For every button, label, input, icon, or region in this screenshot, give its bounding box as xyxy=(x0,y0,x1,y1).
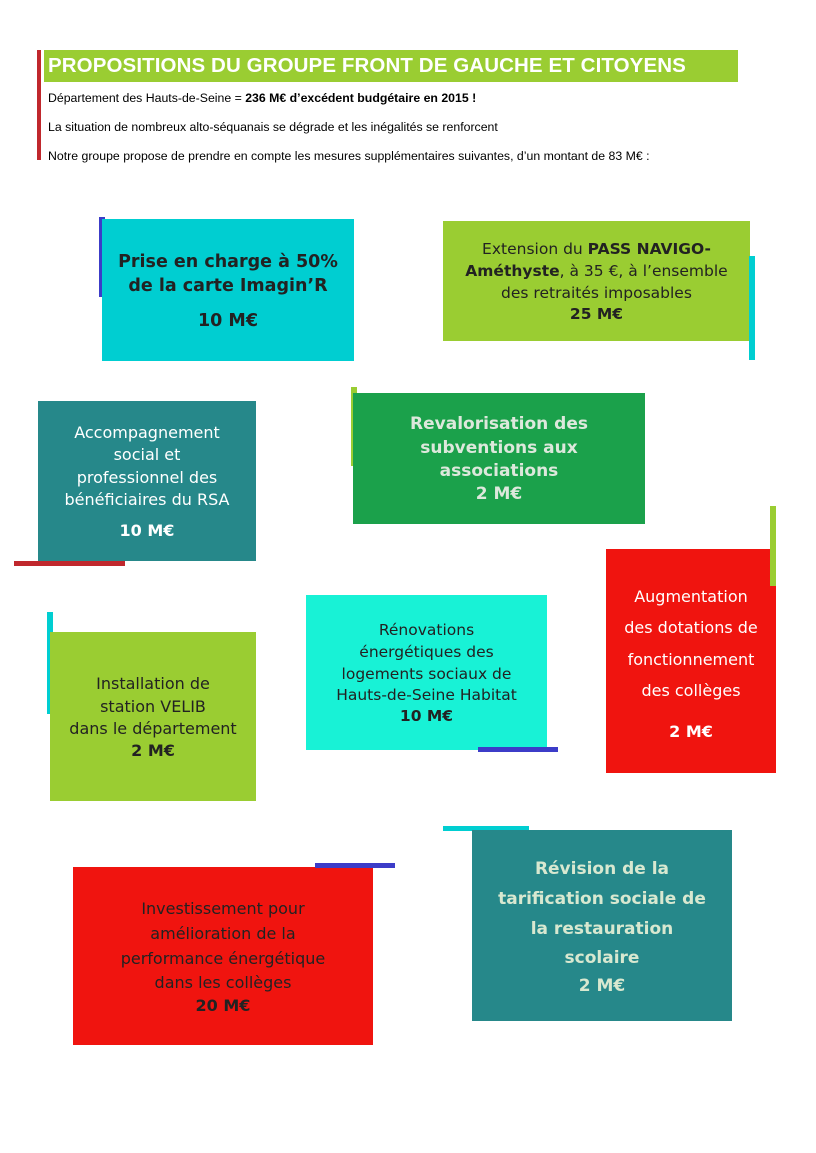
proposal-line: tarification sociale de xyxy=(498,888,706,909)
proposal-line: scolaire xyxy=(564,948,640,969)
proposal-amount: 10 M€ xyxy=(197,310,259,331)
accent-bar xyxy=(14,561,125,566)
proposal-amount: 25 M€ xyxy=(569,304,624,323)
intro-line-1-bold: 236 M€ d’excédent budgétaire en 2015 ! xyxy=(245,91,477,105)
proposal-line-part: Extension du xyxy=(482,240,588,259)
proposal-text xyxy=(465,239,727,304)
header-accent-bar xyxy=(37,50,41,160)
proposal-text xyxy=(121,897,326,996)
proposal-text xyxy=(65,422,230,512)
proposal-line: fonctionnement xyxy=(627,649,755,669)
proposal-line: des retraités imposables xyxy=(501,283,692,302)
proposal-card-rsa xyxy=(38,401,256,561)
proposal-line: Hauts-de-Seine Habitat xyxy=(336,686,517,705)
proposal-line: dans les collèges xyxy=(154,973,292,993)
proposal-amount: 2 M€ xyxy=(475,484,523,505)
proposal-line: de la carte Imagin’R xyxy=(128,276,328,296)
proposal-card-investissement xyxy=(73,867,373,1045)
intro-line-3: Notre groupe propose de prendre en compte les mesures supplémentaires suivantes, d’un montant de 83 M€ : xyxy=(48,149,650,163)
accent-bar xyxy=(315,863,395,868)
accent-bar xyxy=(478,747,558,752)
proposal-line: station VELIB xyxy=(100,696,206,716)
proposal-line: Revalorisation des xyxy=(410,413,588,434)
proposal-line: subventions aux xyxy=(420,437,578,458)
proposal-card-restauration xyxy=(472,830,732,1021)
proposal-line: associations xyxy=(439,461,559,482)
proposal-line: bénéficiaires du RSA xyxy=(64,489,230,509)
proposal-line-bold: Améthyste xyxy=(465,262,560,281)
proposal-text xyxy=(69,673,236,740)
proposal-text xyxy=(624,581,758,706)
proposal-amount: 10 M€ xyxy=(399,706,454,725)
proposal-line: énergétiques des xyxy=(359,642,494,661)
proposal-line: des dotations de xyxy=(624,618,758,638)
proposal-card-imaginr xyxy=(102,219,354,361)
proposal-text xyxy=(410,413,588,484)
proposal-line: dans le département xyxy=(69,719,237,739)
proposal-line: Augmentation xyxy=(634,587,748,607)
accent-bar xyxy=(749,256,755,360)
proposal-text xyxy=(336,620,517,707)
proposal-line: des collèges xyxy=(641,680,741,700)
intro-line-1 xyxy=(48,91,476,105)
proposal-line xyxy=(465,239,727,261)
proposal-line: Révision de la xyxy=(534,859,670,879)
proposal-card-associations xyxy=(353,393,645,524)
intro-line-2: La situation de nombreux alto-séquanais se dégrade et les inégalités se renforcent xyxy=(48,120,498,134)
proposal-line: la restauration xyxy=(530,918,674,939)
proposal-text xyxy=(498,855,706,974)
proposal-amount: 20 M€ xyxy=(195,996,251,1016)
proposal-line-part: , à 35 €, à l’ensemble xyxy=(559,262,728,281)
proposal-amount: 10 M€ xyxy=(119,521,175,541)
proposal-line xyxy=(465,261,727,283)
proposal-amount: 2 M€ xyxy=(669,721,713,741)
proposal-line: performance énergétique xyxy=(120,948,326,968)
proposal-line: professionnel des xyxy=(76,467,218,487)
page-title: PROPOSITIONS DU GROUPE FRONT DE GAUCHE ET CITOYENS xyxy=(44,50,738,82)
proposal-line: social et xyxy=(113,445,181,465)
proposal-line: logements sociaux de xyxy=(341,664,512,683)
proposal-line: Accompagnement xyxy=(74,422,220,442)
proposal-card-renovations xyxy=(306,595,547,750)
proposal-card-velib xyxy=(50,632,256,801)
intro-line-1-text: Département des Hauts-de-Seine = xyxy=(48,91,246,105)
proposal-line-bold: PASS NAVIGO- xyxy=(587,240,711,259)
proposal-line: Investissement pour xyxy=(141,898,305,918)
proposal-amount: 2 M€ xyxy=(578,976,626,996)
proposal-text xyxy=(118,250,338,299)
proposal-amount: 2 M€ xyxy=(131,740,175,760)
proposal-card-navigo xyxy=(443,221,750,341)
accent-bar xyxy=(770,506,776,586)
proposal-line: Installation de xyxy=(96,674,210,694)
proposal-line: Prise en charge à 50% xyxy=(118,251,338,272)
proposal-line: amélioration de la xyxy=(150,923,296,943)
proposal-line: Rénovations xyxy=(378,621,475,640)
proposal-card-colleges-dotations xyxy=(606,549,776,773)
